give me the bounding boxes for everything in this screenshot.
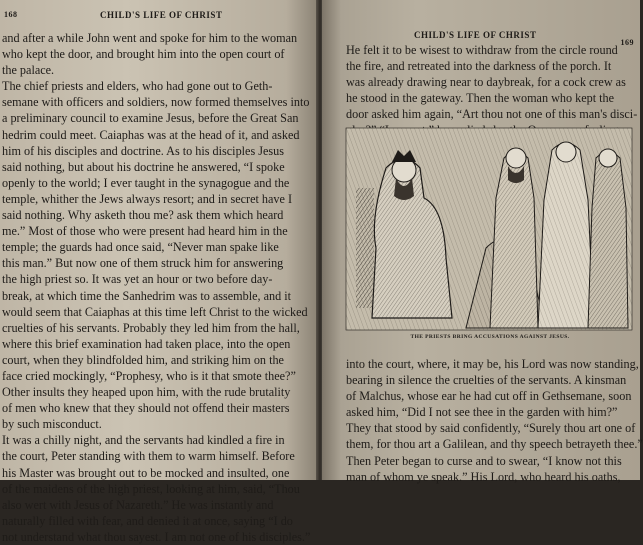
right-page xyxy=(322,0,643,484)
illustration-caption: THE PRIESTS BRING ACCUSATIONS AGAINST JESUS. xyxy=(410,334,570,340)
text-line: by such misconduct. xyxy=(2,417,102,432)
text-line: said nothing, but about his doctrine he answered, “I spoke xyxy=(2,159,285,174)
text-line: They that stood by said confidently, “Surely thou art one of xyxy=(346,421,636,436)
right-body-text-bottom xyxy=(346,356,643,485)
text-line: semane with officers and soldiers, now formed themselves into xyxy=(2,95,310,110)
engraving-illustration xyxy=(346,128,632,330)
left-page-number: 168 xyxy=(4,10,18,19)
text-line: bearing in silence the cruelties of the servants. A kinsman xyxy=(346,373,627,388)
text-line: the fire, and retreated into the darkness of the porch. It xyxy=(346,59,612,74)
standing-priests-figures xyxy=(490,142,628,328)
text-line: break, at which time the Sanhedrim was to assemble, and it xyxy=(2,288,292,303)
text-line: was already drawing near to daybreak, for a cock crew as xyxy=(346,75,626,90)
text-line: door asked him again, “Art thou not one of this man's disci- xyxy=(346,107,638,122)
text-line: of Malchus, whose ear he had cut off in Gethsemane, soon xyxy=(346,389,632,404)
text-line: cruelties of his servants. Probably they led him from the hall, xyxy=(2,320,300,335)
text-line: of the maidens of the high priest, looking at him, said, “Thou xyxy=(2,481,300,496)
text-line: The chief priests and elders, who had gone out to Geth- xyxy=(2,79,273,94)
text-line: would seem that Caiaphas at this time left Christ to the wicked xyxy=(2,304,308,319)
text-line: naturally filled with fear, and denied it at once, saying “I do xyxy=(2,513,293,528)
text-line: the court, Peter standing with them to warm himself. Before xyxy=(2,449,295,464)
text-line: hedrim could meet. Caiaphas was at the head of it, and asked xyxy=(2,127,300,142)
text-line: a preliminary council to examine Jesus, before the Great San xyxy=(2,111,299,126)
text-line: the palace. xyxy=(2,63,55,78)
text-line: asked him, “Did I not see thee in the garden with him?” xyxy=(346,405,618,420)
text-line: face cried mockingly, “Prophesy, who is it that smote thee?” xyxy=(2,368,296,383)
left-running-title: CHILD'S LIFE OF CHRIST xyxy=(100,10,223,20)
text-line: Then Peter began to curse and to swear, “I know not this xyxy=(346,453,622,468)
left-page xyxy=(0,0,318,544)
text-line: openly to the world; I ever taught in the synagogue and the xyxy=(2,175,290,190)
text-line: this man.” But now one of them struck him for answering xyxy=(2,256,284,271)
text-line: who kept the door, and brought him into the open court of xyxy=(2,47,285,62)
text-line: me.” Most of those who were present had heard him in the xyxy=(2,224,288,239)
text-line: temple, whither the Jews always resort; and in secret have I xyxy=(2,191,293,206)
text-line: he stood in the gateway. Then the woman who kept the xyxy=(346,91,615,106)
text-line: Other insults they heaped upon him, with the rude brutality xyxy=(2,385,291,400)
text-line: It was a chilly night, and the servants had kindled a fire in xyxy=(2,433,285,448)
text-line: court, when they blindfolded him, and striking him on the xyxy=(2,352,284,367)
right-running-title: CHILD'S LIFE OF CHRIST xyxy=(414,30,537,40)
right-page-number: 169 xyxy=(620,38,634,47)
text-line: where this brief examination had taken place, into the open xyxy=(2,336,291,351)
text-line: his Master was brought out to be mocked and insulted, one xyxy=(2,465,290,480)
text-line: said nothing. Why asketh thou me? ask them which heard xyxy=(2,208,284,223)
text-line: them, for thou art a Galilean, and thy speech betrayeth thee.” xyxy=(346,437,643,452)
left-body-text xyxy=(0,30,311,545)
text-line: and after a while John went and spoke for him to the woman xyxy=(2,31,298,45)
text-line: him of his disciples and doctrine. As to his disciples Jesus xyxy=(2,143,284,158)
text-line: temple; the guards had once said, “Never man spake like xyxy=(2,240,279,255)
text-line: He felt it to be wisest to withdraw from the circle round xyxy=(346,43,618,57)
text-line: also wert with Jesus of Nazareth.” He was instantly and xyxy=(2,497,274,512)
text-line: man of whom ye speak.” His Lord, who heard his oaths, xyxy=(346,469,621,484)
text-line: of men who knew that they should not offend their masters xyxy=(2,401,290,416)
text-line: into the court, where, it may be, his Lord was now standing, xyxy=(346,357,639,371)
text-line: the high priest so. It was yet an hour or two before day- xyxy=(2,272,273,287)
text-line: not understand what thou sayest. I am not one of his disciples.” xyxy=(2,529,311,544)
